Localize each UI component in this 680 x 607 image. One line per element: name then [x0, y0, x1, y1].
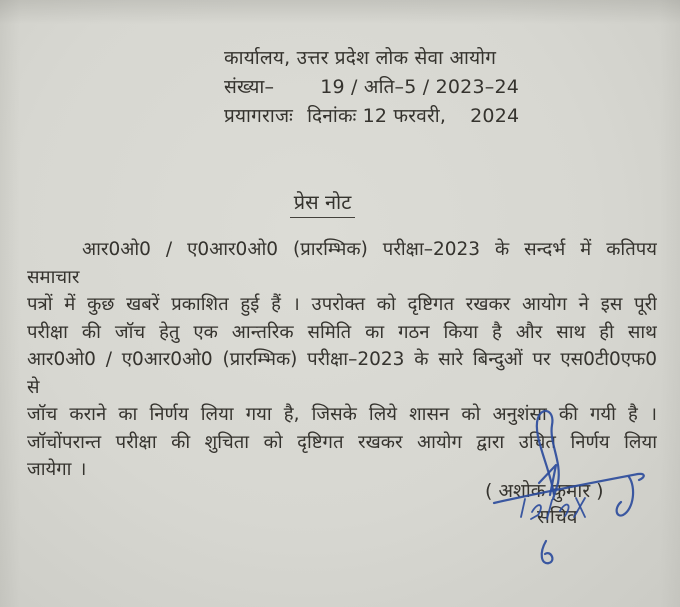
- body-line: आर0ओ0 / ए0आर0ओ0 (प्रारम्भिक) परीक्षा–2023 के सारे बिन्दुओं पर एस0टी0एफ0 से: [27, 349, 657, 398]
- office-line: कार्यालय, उत्तर प्रदेश लोक सेवा आयोग: [224, 47, 497, 69]
- body-line: पत्रों में कुछ खबरें प्रकाशित हुई हैं । उपरोक्त को दृष्टिगत रखकर आयोग ने इस पूरी: [27, 294, 657, 315]
- press-note-title: [0, 188, 645, 218]
- place-date-row: [224, 102, 519, 131]
- signatory-name: ( अशोक कुमार ): [485, 480, 604, 502]
- number-value: 19 / अति–5 / 2023–24: [320, 76, 520, 98]
- letterhead: [224, 44, 519, 131]
- reference-number-row: [224, 73, 519, 102]
- place-label: प्रयागराजः: [224, 105, 294, 127]
- body-line: परीक्षा की जॉच हेतु एक आन्तरिक समिति का गठन किया है और साथ ही साथ: [27, 321, 657, 343]
- date-label: दिनांकः: [307, 105, 357, 127]
- body-paragraph: [27, 236, 657, 484]
- date-value: 12 फरवरी,: [362, 105, 447, 127]
- body-line: आर0ओ0 / ए0आर0ओ0 (प्रारम्भिक) परीक्षा–2023 के सन्दर्भ में कतिपय समाचार: [27, 239, 657, 288]
- year-value: 2024: [470, 105, 520, 127]
- signatory-designation: सचिव: [537, 506, 578, 528]
- signature-block: [485, 478, 660, 530]
- body-line: जायेगा ।: [27, 459, 87, 480]
- number-label: संख्या–: [224, 76, 275, 98]
- press-note-title-text: प्रेस नोट: [290, 188, 356, 218]
- body-line: जॉचोंपरान्त परीक्षा की शुचिता को दृष्टिगत रखकर आयोग द्वारा उचित निर्णय लिया: [27, 431, 657, 453]
- body-line: जॉच कराने का निर्णय लिया गया है, जिसके लिये शासन को अनुशंसा की गयी है ।: [27, 404, 657, 425]
